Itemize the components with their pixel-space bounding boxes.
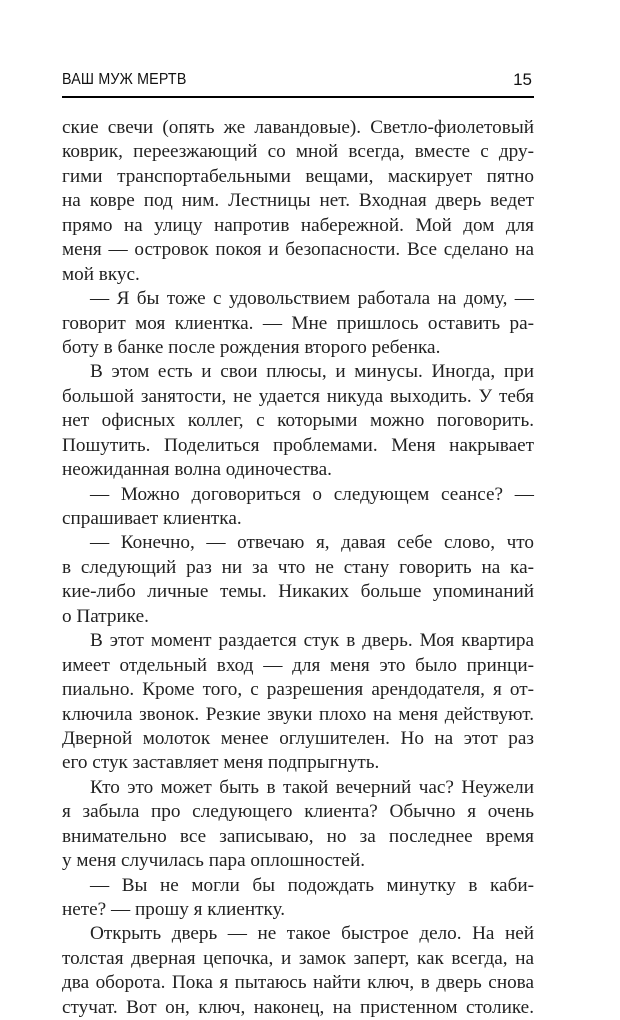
text-line: говорит моя клиентка. — Мне пришлось оставить ра- xyxy=(62,312,534,334)
text-line: я забыла про следующего клиента? Обычно я очень xyxy=(62,801,534,823)
text-line: толстая дверная цепочка, и замок заперт, как всегда, на xyxy=(62,947,534,969)
running-head-title: ВАШ МУЖ МЕРТВ xyxy=(62,71,187,88)
text-line: гими транспортабельными вещами, маскирует пятно xyxy=(62,165,534,187)
text-line: Пошутить. Поделиться проблемами. Меня накрывает xyxy=(62,434,534,456)
text-line: спрашивает клиентка. xyxy=(62,508,242,529)
text-line: — Конечно, — отвечаю я, давая себе слово, что xyxy=(90,532,534,554)
text-line: на ковре под ним. Лестницы нет. Входная дверь ведет xyxy=(62,190,534,212)
text-line: боту в банке после рождения второго ребенка. xyxy=(62,336,441,358)
text-line: у меня случилась пара оплошностей. xyxy=(62,850,366,872)
text-line: о Патрике. xyxy=(62,605,149,627)
text-line: ключила звонок. Резкие звуки плохо на меня действуют. xyxy=(62,703,534,725)
text-line: два оборота. Пока я пытаюсь найти ключ, в дверь снова xyxy=(62,972,534,994)
text-line: В этом есть и свои плюсы, и минусы. Иногда, при xyxy=(90,361,534,383)
text-line: коврик, переезжающий со мной всегда, вместе с дру- xyxy=(62,141,534,163)
text-line: мой вкус. xyxy=(62,263,140,285)
running-head xyxy=(62,70,534,94)
text-line: имеет отдельный вход — для меня это было принци- xyxy=(62,654,534,676)
text-line: прямо на улицу напротив набережной. Мой дом для xyxy=(62,214,534,236)
page-number: 15 xyxy=(513,70,532,89)
text-line: Дверной молоток менее оглушителен. Но на этот раз xyxy=(62,727,534,749)
text-line: — Я бы тоже с удовольствием работала на дому, — xyxy=(90,288,534,310)
text-line: кие-либо личные темы. Никаких больше упоминаний xyxy=(62,581,534,603)
text-line: В этот момент раздается стук в дверь. Моя квартира xyxy=(90,630,534,652)
text-line: в следующий раз ни за что не стану говорить на ка- xyxy=(62,556,534,578)
text-line: Кто это может быть в такой вечерний час? Неужели xyxy=(90,776,534,798)
text-line: внимательно все записываю, но за последнее время xyxy=(62,825,534,847)
header-rule xyxy=(62,96,534,98)
text-line: — Можно договориться о следующем сеансе? — xyxy=(90,483,534,505)
body-text xyxy=(62,116,534,1020)
text-line: ские свечи (опять же лавандовые). Светло-фиолетовый xyxy=(62,117,534,138)
text-line: пиально. Кроме того, с разрешения арендодателя, я от- xyxy=(62,679,534,701)
text-line: — Вы не могли бы подождать минутку в каби- xyxy=(90,874,534,896)
text-line: стучат. Вот он, ключ, наконец, на пристенном столике. xyxy=(62,996,534,1018)
text-line: Открыть дверь — не такое быстрое дело. На ней xyxy=(90,923,534,945)
text-line: его стук заставляет меня подпрыгнуть. xyxy=(62,752,380,774)
text-line: неожиданная волна одиночества. xyxy=(62,459,332,481)
text-line: нет офисных коллег, с которыми можно поговорить. xyxy=(62,410,534,432)
text-line: большой занятости, не удается никуда выходить. У тебя xyxy=(62,385,534,407)
text-line: меня — островок покоя и безопасности. Все сделано на xyxy=(62,239,534,261)
text-line: нете? — прошу я клиентку. xyxy=(62,899,286,920)
